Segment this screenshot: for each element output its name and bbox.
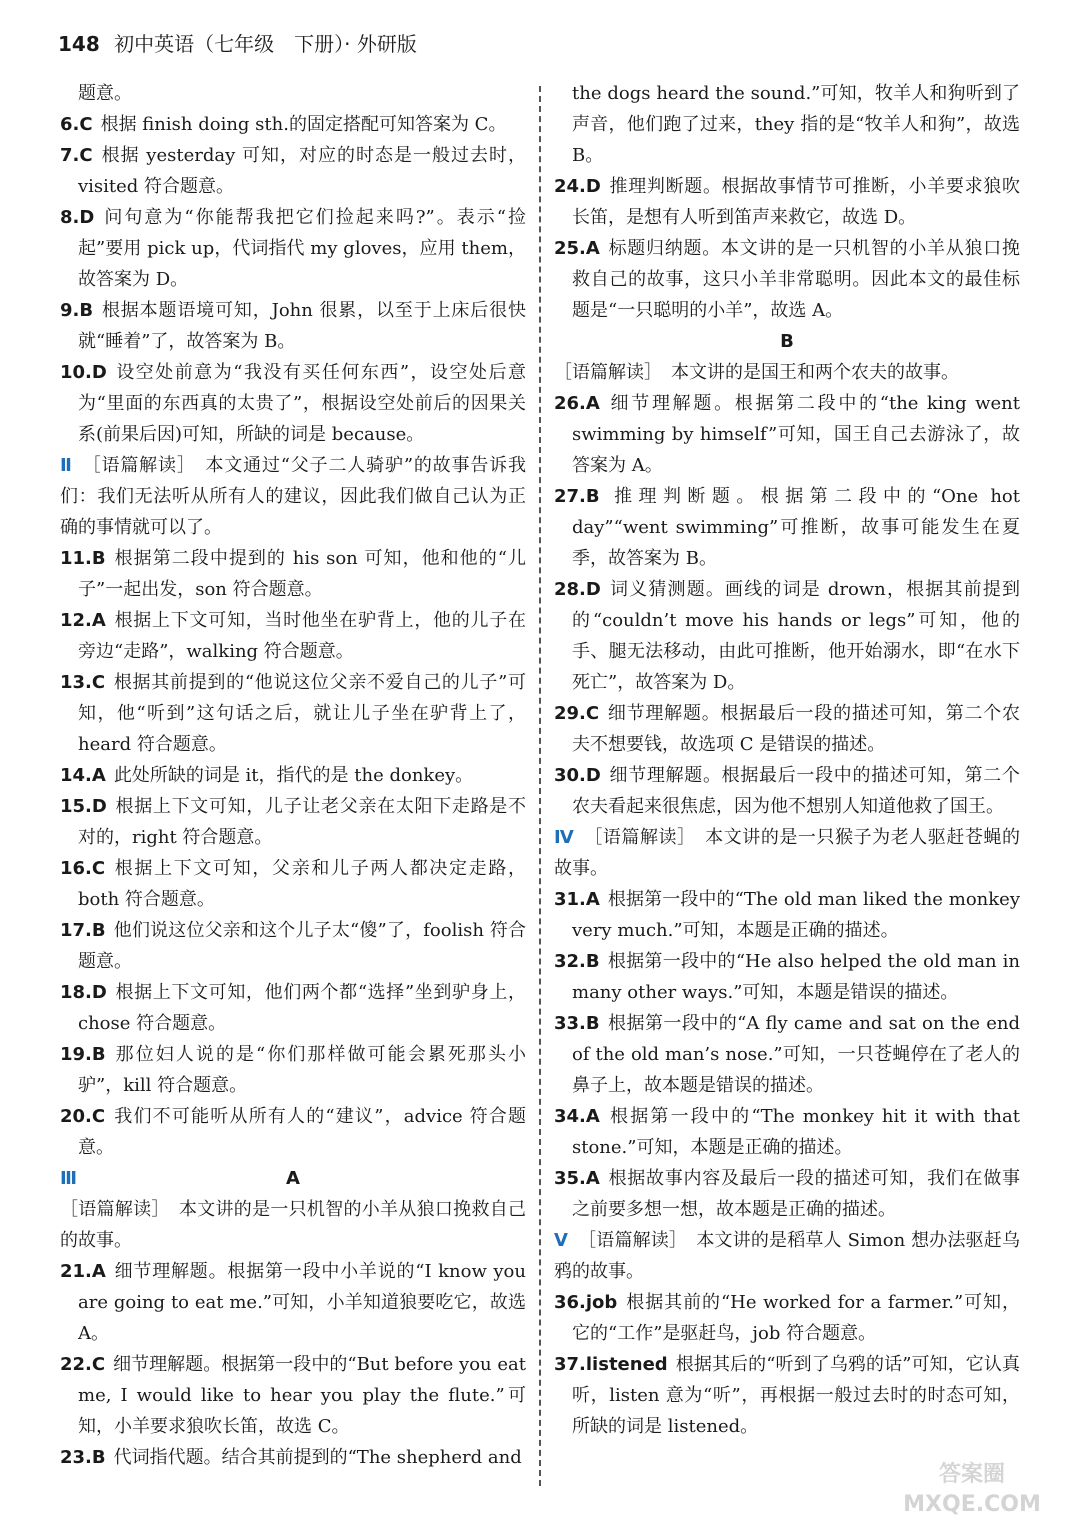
answer-explanation: 标题归纳题。本文讲的是一只机智的小羊从狼口挽救自己的故事，这只小羊非常聪明。因此本文的最佳标题是“一只聪明的小羊”，故选 A。: [572, 238, 1020, 321]
summary-text: ［语篇解读］ 本文讲的是国王和两个农夫的故事。: [554, 362, 959, 383]
answer-explanation: 根据 yesterday 可知，对应的时态是一般过去时，visited 符合题意。: [78, 145, 526, 197]
answer-number: 14.A: [60, 765, 106, 786]
answer-explanation: 细节理解题。根据最后一段的描述可知，第二个农夫不想要钱，故选项 C 是错误的描述。: [572, 703, 1020, 755]
answer-item: [554, 760, 1020, 822]
answer-number: 37.listened: [554, 1354, 668, 1375]
answer-item: [554, 698, 1020, 760]
answer-explanation: 根据第一段中的“The old man liked the monkey very much.”可知，本题是正确的描述。: [572, 889, 1020, 941]
answer-item: [60, 760, 526, 791]
answer-explanation: 此处所缺的词是 it，指代的是 the donkey。: [113, 765, 474, 786]
answer-explanation: 根据其前的“He worked for a farmer.”可知，它的“工作”是驱赶鸟，job 符合题意。: [572, 1292, 1020, 1344]
answer-explanation: 那位妇人说的是“你们那样做可能会累死那头小驴”，kill 符合题意。: [78, 1044, 526, 1096]
answer-number: 33.B: [554, 1013, 600, 1034]
answer-number: 17.B: [60, 920, 106, 941]
answer-item: [60, 1256, 526, 1349]
section-roman-numeral: Ⅱ: [60, 455, 73, 476]
section-roman-numeral: Ⅲ: [60, 1168, 78, 1189]
answer-number: 34.A: [554, 1106, 600, 1127]
answer-number: 22.C: [60, 1354, 106, 1375]
answer-number: 6.C: [60, 114, 93, 135]
watermark-logo: [897, 1460, 1047, 1530]
passage-heading: [554, 326, 1020, 357]
answer-explanation: 根据上下文可知，父亲和儿子两人都决定走路，both 符合题意。: [78, 858, 526, 910]
answer-item: [554, 884, 1020, 946]
answer-number: 35.A: [554, 1168, 600, 1189]
answer-item: [60, 977, 526, 1039]
passage-summary: [60, 1194, 526, 1256]
answer-item: [60, 915, 526, 977]
answer-explanation: 根据 finish doing sth.的固定搭配可知答案为 C。: [100, 114, 507, 135]
answer-number: 25.A: [554, 238, 600, 259]
answer-explanation: 根据第一段中的“He also helped the old man in many other ways.”可知，本题是错误的描述。: [572, 951, 1020, 1003]
answer-number: 21.A: [60, 1261, 106, 1282]
answer-explanation: 问句意为“你能帮我把它们捡起来吗?”。表示“捡起”要用 pick up，代词指代 my gloves，应用 them，故答案为 D。: [78, 207, 526, 290]
answer-item: [60, 202, 526, 295]
passage-summary: [554, 1225, 1020, 1287]
answer-number: 24.D: [554, 176, 601, 197]
answer-number: 30.D: [554, 765, 601, 786]
answer-item: [60, 667, 526, 760]
answer-item: [60, 1039, 526, 1101]
answer-item: [554, 233, 1020, 326]
answer-number: 10.D: [60, 362, 107, 383]
answer-explanation: 根据故事内容及最后一段的描述可知，我们在做事之前要多想一想，故本题是正确的描述。: [572, 1168, 1020, 1220]
answer-explanation: 根据第二段中提到的 his son 可知，他和他的“儿子”一起出发，son 符合题意。: [78, 548, 526, 600]
summary-text: ［语篇解读］ 本文通过“父子二人骑驴”的故事告诉我们：我们无法听从所有人的建议，因此我们做自己认为正确的事情就可以了。: [60, 455, 526, 538]
passage-heading: [60, 1163, 526, 1194]
answer-item: [554, 1101, 1020, 1163]
continued-text: 题意。: [78, 83, 132, 104]
answer-number: 36.job: [554, 1292, 618, 1313]
answer-number: 15.D: [60, 796, 107, 817]
answer-item: [60, 357, 526, 450]
answer-item: [60, 543, 526, 605]
answer-item: [554, 1287, 1020, 1349]
answer-explanation: 根据其前提到的“他说这位父亲不爱自己的儿子”可知，他“听到”这句话之后，就让儿子坐在驴背上了，heard 符合题意。: [78, 672, 526, 755]
answer-item: [554, 1163, 1020, 1225]
answer-explanation: 根据本题语境可知，John 很累，以至于上床后很快就“睡着”了，故答案为 B。: [78, 300, 526, 352]
answer-number: 16.C: [60, 858, 106, 879]
answer-number: 9.B: [60, 300, 94, 321]
watermark-line1: 答案圈: [938, 1462, 1005, 1487]
answer-item: [554, 1349, 1020, 1442]
answer-explanation: 根据上下文可知，儿子让老父亲在太阳下走路是不对的，right 符合题意。: [78, 796, 526, 848]
answer-item: [60, 1101, 526, 1163]
answer-explanation: 根据上下文可知，当时他坐在驴背上，他的儿子在旁边“走路”，walking 符合题意。: [78, 610, 526, 662]
right-column: [554, 78, 1020, 1442]
page-number: 148: [58, 32, 100, 56]
continued-text: the dogs heard the sound.”可知，牧羊人和狗听到了声音，他们跑了过来，they 指的是“牧羊人和狗”，故选 B。: [572, 83, 1020, 166]
answer-explanation: 细节理解题。根据第一段中小羊说的“I know you are going to eat me.”可知，小羊知道狼要吃它，故选 A。: [78, 1261, 526, 1344]
book-title: 初中英语（七年级 下册）· 外研版: [114, 32, 417, 56]
answer-explanation: 根据上下文可知，他们两个都“选择”坐到驴身上，chose 符合题意。: [78, 982, 526, 1034]
answer-explanation: 词义猜测题。画线的词是 drown，根据其前提到的“couldn’t move his hands or legs”可知，他的手、腿无法移动，由此可推断，他开始溺水，即“在水下死亡”，故答案为 D。: [572, 579, 1020, 693]
answer-number: 28.D: [554, 579, 601, 600]
answer-explanation: 设空处前意为“我没有买任何东西”，设空处后意为“里面的东西真的太贵了”，根据设空处前后的因果关系(前果后因)可知，所缺的词是 because。: [78, 362, 526, 445]
answer-item: [60, 853, 526, 915]
answer-number: 11.B: [60, 548, 106, 569]
answer-item: [554, 1008, 1020, 1101]
answer-item: [60, 1442, 526, 1473]
left-column: [60, 78, 526, 1473]
answer-number: 18.D: [60, 982, 107, 1003]
answer-explanation: 细节理解题。根据最后一段中的描述可知，第二个农夫看起来很焦虑，因为他不想别人知道他救了国王。: [572, 765, 1020, 817]
answer-number: 12.A: [60, 610, 106, 631]
answer-number: 19.B: [60, 1044, 106, 1065]
answer-number: 27.B: [554, 486, 600, 507]
answer-number: 8.D: [60, 207, 95, 228]
passage-summary: [554, 357, 1020, 388]
passage-summary: [554, 822, 1020, 884]
answer-explanation: 细节理解题。根据第二段中的“the king went swimming by himself”可知，国王自己去游泳了，故答案为 A。: [572, 393, 1020, 476]
answer-item: [554, 946, 1020, 1008]
section-roman-numeral: Ⅳ: [554, 827, 575, 848]
answer-item: [60, 140, 526, 202]
answer-item: [554, 388, 1020, 481]
answer-explanation: 根据其后的“听到了乌鸦的话”可知，它认真听，listen 意为“听”，再根据一般过去时的时态可知，所缺的词是 listened。: [572, 1354, 1020, 1437]
column-divider: [539, 86, 541, 1486]
passage-letter: B: [780, 331, 794, 352]
answer-number: 32.B: [554, 951, 600, 972]
answer-number: 31.A: [554, 889, 600, 910]
answer-item: [60, 109, 526, 140]
page-header: [58, 30, 417, 58]
section-roman-numeral: Ⅴ: [554, 1230, 569, 1251]
answer-explanation: 根据第一段中的“A fly came and sat on the end of the old man’s nose.”可知，一只苍蝇停在了老人的鼻子上，故本题是错误的描述。: [572, 1013, 1020, 1096]
answer-number: 13.C: [60, 672, 106, 693]
summary-text: ［语篇解读］ 本文讲的是一只猴子为老人驱赶苍蝇的故事。: [554, 827, 1020, 879]
answer-explanation: 细节理解题。根据第一段中的“But before you eat me, I would like to hear you play the flute.”可知，小羊要求狼吹长笛，故选 C。: [78, 1354, 526, 1437]
passage-letter: A: [286, 1168, 300, 1189]
answer-number: 29.C: [554, 703, 600, 724]
answer-explanation: 我们不可能听从所有人的“建议”，advice 符合题意。: [78, 1106, 526, 1158]
answer-explanation: 根据第一段中的“The monkey hit it with that stone.”可知，本题是正确的描述。: [572, 1106, 1020, 1158]
summary-text: ［语篇解读］ 本文讲的是稻草人 Simon 想办法驱赶乌鸦的故事。: [554, 1230, 1020, 1282]
answer-number: 20.C: [60, 1106, 106, 1127]
answer-explanation: 他们说这位父亲和这个儿子太“傻”了，foolish 符合题意。: [78, 920, 526, 972]
answer-item: [60, 1349, 526, 1442]
answer-item: [554, 574, 1020, 698]
answer-explanation: 推理判断题。根据第二段中的“One hot day”“went swimming”可推断，故事可能发生在夏季，故答案为 B。: [572, 486, 1020, 569]
summary-text: ［语篇解读］ 本文讲的是一只机智的小羊从狼口挽救自己的故事。: [60, 1199, 526, 1251]
answer-number: 7.C: [60, 145, 93, 166]
passage-summary: [60, 450, 526, 543]
answer-item: [60, 295, 526, 357]
watermark-line2: MXQE.COM: [903, 1492, 1041, 1517]
answer-explanation: 代词指代题。结合其前提到的“The shepherd and: [113, 1447, 522, 1468]
answer-number: 26.A: [554, 393, 600, 414]
answer-item: [60, 605, 526, 667]
answer-item: [554, 481, 1020, 574]
answer-item: [554, 171, 1020, 233]
answer-explanation: 推理判断题。根据故事情节可推断，小羊要求狼吹长笛，是想有人听到笛声来救它，故选 D。: [572, 176, 1020, 228]
answer-number: 23.B: [60, 1447, 106, 1468]
answer-item: [60, 791, 526, 853]
